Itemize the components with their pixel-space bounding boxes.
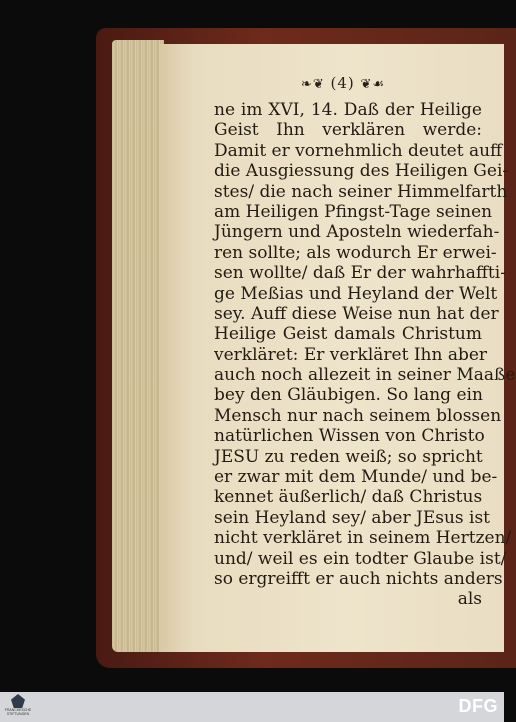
text-line: sein Heyland sey/ aber JEsus ist (214, 507, 491, 528)
text-line: er zwar mit dem Munde/ und be- (214, 467, 498, 488)
catchword: als (457, 589, 482, 610)
text-line: ren sollte; als wodurch Er erwei- (214, 242, 497, 263)
text-line: so ergreifft er auch nichts anders (214, 568, 503, 589)
page-edges (112, 40, 164, 652)
text-line: sey. Auff diese Weise nun hat der (214, 303, 499, 324)
library-logo[interactable] (4, 694, 32, 720)
viewer-footer (0, 692, 504, 722)
text-line: und/ weil es ein todter Glaube ist/ (214, 548, 507, 569)
dfg-logo[interactable]: DFG (458, 696, 498, 716)
page-text (214, 100, 516, 610)
text-line: sen wollte/ daß Er der wahrhaffti- (214, 263, 506, 284)
text-line: auch noch allezeit in seiner Maaße (214, 365, 516, 386)
text-line: ge Meßias und Heyland der Welt (214, 283, 498, 304)
text-line: Mensch nur nach seinem blossen (214, 405, 502, 426)
text-line: nicht verkläret in seinem Hertzen/ (214, 528, 512, 549)
page-header (288, 74, 398, 96)
text-line: am Heiligen Pfingst-Tage seinen (214, 201, 493, 222)
ornament-right-icon: ❦☙ (360, 77, 386, 92)
text-line: stes/ die nach seiner Himmelfarth (214, 181, 508, 202)
text-line: ne im XVI, 14. Daß der Heilige (214, 100, 482, 120)
text-line: bey den Gläubigen. So lang ein (214, 385, 483, 406)
text-line: Damit er vornehmlich deutet auff (214, 140, 503, 161)
text-line: kennet äußerlich/ daß Christus (214, 487, 483, 508)
ornament-left-icon: ❧❦ (300, 77, 325, 92)
text-line: verkläret: Er verkläret Ihn aber (214, 344, 488, 365)
text-line: Geist Ihn verklären werde: (214, 120, 482, 141)
library-logo-text: FRANCKESCHE STIFTUNGEN (4, 708, 32, 716)
text-line: die Ausgiessung des Heiligen Gei- (214, 161, 509, 182)
text-line: natürlichen Wissen von Christo (214, 426, 485, 447)
text-line: Jüngern und Aposteln wiederfah- (214, 222, 500, 243)
text-line: Heilige Geist damals Christum (214, 324, 482, 345)
library-logo-icon (11, 694, 25, 708)
page-number: (4) (330, 74, 355, 92)
text-line: JESU zu reden weiß; so spricht (214, 446, 483, 467)
